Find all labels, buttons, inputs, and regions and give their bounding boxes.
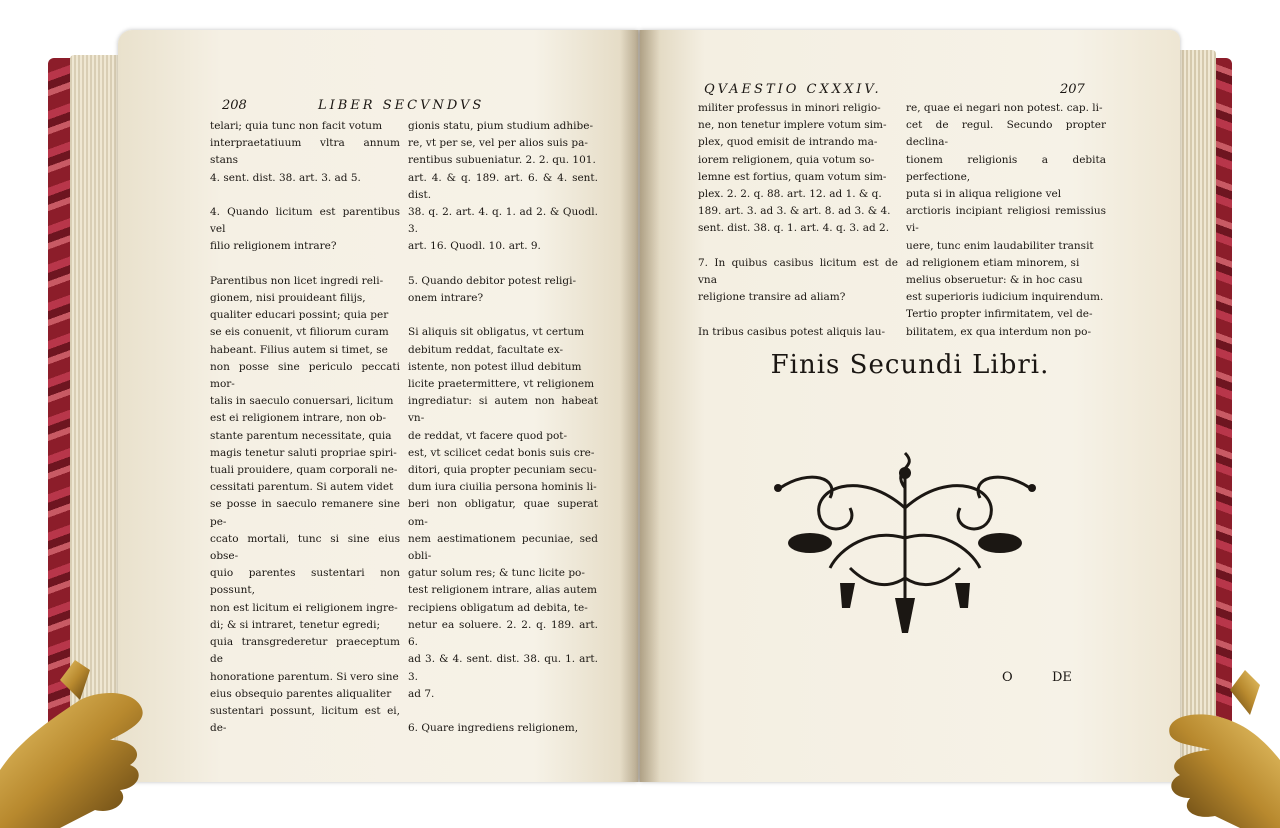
brass-hand-right-icon [1150, 660, 1280, 828]
left-running-head: LIBER SECVNDVS [318, 98, 485, 113]
brass-hand-left-icon [0, 660, 160, 828]
left-page-column-2: gionis statu, pium studium adhibe- re, vt per se, vel per alios suis pa- rentibus subueniatur. 2. 2. qu. 101. art. 4. & q. 189. art. 6. & 4. sent. dist. 38. q. 2. art. 4. q. 1. ad 2. & Quodl. 3. art. 16. Quodl. 10. art. 9. 5. Quando debitor potest religi- onem intrare? Si aliquis sit obligatus, vt certum debitum reddat, facultate ex- istente, non potest illud debitum licite praetermittere, vt religionem ingrediatur: si autem non habeat vn- de reddat, vt facere quod pot- est, vt scilicet cedat bonis suis cre- ditori, quia propter pecuniam secu- dum iura ciuilia persona hominis li- beri non obligatur, quae superat om- nem aestimationem pecuniae, sed obli- gatur solum res; & tunc licite po- test religionem intrare, alias autem recipiens obligatum ad debita, te- netur ea soluere. 2. 2. q. 189. art. 6. ad 3. & 4. sent. dist. 38. qu. 1. art. 3. ad 7. 6. Quare ingrediens religionem, [408, 120, 598, 735]
right-page [640, 30, 1180, 782]
book-gutter [620, 30, 660, 782]
left-page-column-1: telari; quia tunc non facit votum interpraetatiuum vltra annum stans 4. sent. dist. 38. art. 3. ad 5. 4. Quando licitum est parentibus vel filio religionem intrare? Parentibus non licet ingredi reli- gionem, nisi prouideant filijs, qualiter educari possint; quia per se eis conuenit, vt filiorum curam habeant. Filius autem si timet, se non posse sine periculo peccati mor- talis in saeculo conuersari, licitum est ei religionem intrare, non ob- stante parentum necessitate, quia magis tenetur saluti propriae spiri- tuali prouidere, quam corporali ne- cessitati parentum. Si autem videt se posse in saeculo remanere sine pe- ccato mortali, tunc si sine eius obse- quio parentes sustentari non possunt, non est licitum ei religionem ingre- di; & si intraret, tenetur egredi; quia transgrederetur praeceptum de honoratione parentum. Si vero sine eius obsequio parentes aliqualiter sustentari possunt, licitum est ei, de- [210, 120, 400, 735]
floral-ornament-icon [770, 448, 1040, 638]
right-running-head: QVAESTIO CXXXIV. [704, 82, 882, 97]
left-page [118, 30, 638, 782]
right-page-column-1: militer professus in minori religio- ne, non tenetur implere votum sim- plex, quod emisit de intrando ma- iorem religionem, quia votum so- lemne est fortius, quam votum sim- plex. 2. 2. q. 88. art. 12. ad 1. & q. 189. art. 3. ad 3. & art. 8. ad 3. & 4. sent. dist. 38. q. 1. art. 4. q. 3. ad 2. 7. In quibus casibus licitum est de vna religione transire ad aliam? In tribus casibus potest aliquis lau- [698, 102, 898, 338]
right-page-number: 207 [1060, 82, 1085, 97]
left-page-number: 208 [222, 98, 247, 113]
catchword-left: O [1002, 670, 1013, 685]
right-page-column-2: re, quae ei negari non potest. cap. li- cet de regul. Secundo propter declina- tionem religionis a debita perfectione, puta si in aliqua religione vel arctioris incipiant religiosi remissius vi- uere, tunc enim laudabiliter transit ad religionem etiam minorem, si melius obseruetur: & in hoc casu est superioris iudicium inquirendum. Tertio propter infirmitatem, vel de- bilitatem, ex qua interdum non po- [906, 102, 1106, 338]
catchword-right: DE [1052, 670, 1072, 685]
finis-heading: Finis Secundi Libri. [770, 350, 1050, 380]
